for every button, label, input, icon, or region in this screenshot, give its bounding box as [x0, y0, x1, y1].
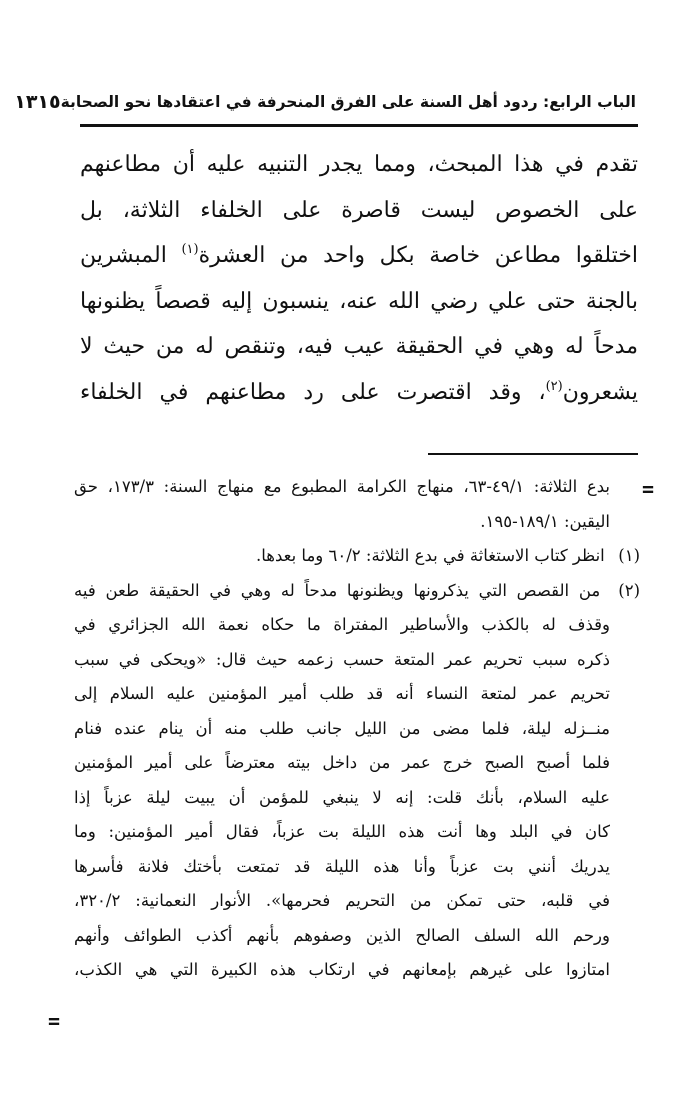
footnote-continued-line-2: اليقين: ١٨٩/١-١٩٥. [480, 511, 610, 531]
footnote-2-line-4: تحريم عمر لمتعة النساء أنه قد طلب أمير المؤمنين عليه السلام إلى [74, 684, 610, 703]
footnote-continued-line-1: بدع الثلاثة: ٤٩/١-٦٣، منهاج الكرامة المطبوع مع منهاج السنة: ١٧٣/٣، حق [74, 477, 610, 496]
footnote-2-line-6: فلما أصبح الصبح خرج عمر من داخل بيته معترضاً على أمير المؤمنين [74, 753, 610, 772]
page-number: ١٣١٥ [14, 91, 61, 113]
footnote-2-line-2: وقذف له بالكذب والأساطير المفتراة ما حكاه نعمة الله الجزائري في [74, 615, 610, 634]
footnote-1-text: انظر كتاب الاستغاثة في بدع الثلاثة: ٦٠/٢ وما بعدها. [256, 546, 605, 565]
continuation-mark-bottom: = [48, 1009, 61, 1033]
footnote-2-line-12: امتازوا على غيرهم بإمعانهم في ارتكاب هذه الكبيرة التي هي الكذب، [74, 960, 610, 979]
body-line-5: مدحاً له وهي في الحقيقة عيب فيه، وتنقص له من حيث لا [80, 334, 638, 359]
body-line-3-text: اختلقوا مطاعن خاصة بكل واحد من العشرة [198, 243, 638, 268]
footnotes [74, 470, 640, 988]
continuation-mark-top: = [642, 477, 655, 501]
footnote-2-line-3: ذكره سبب تحريم عمر المتعة حسب زعمه حيث قال: «ويحكى في سبب [74, 649, 610, 669]
footnote-2-line-10: في قلبه، حتى تمكن من التحريم فحرمها». الأنوار النعمانية: ٣٢٠/٢، [74, 891, 610, 910]
chapter-title: الباب الرابع: ردود أهل السنة على الفرق المنحرفة في اعتقادها نحو الصحابة [60, 93, 636, 111]
footnote-2-line-1-text: من القصص التي يذكرونها ويظنونها مدحاً له وهي في الحقيقة طعن فيه [74, 580, 601, 600]
body-line-1: تقدم في هذا المبحث، ومما يجدر التنبيه عليه أن مطاعنهم [80, 152, 638, 177]
body-line-3 [80, 233, 638, 279]
footnote-2-line-5: منــزله ليلة، فلما مضى من الليل جانب طلب منه أن ينام عنده فنام [74, 718, 610, 738]
header-rule [80, 124, 638, 127]
footnote-ref-2[interactable]: (٢) [545, 378, 563, 394]
footnote-2-line-1 [74, 574, 640, 609]
footnote-2-line-9: يدريك أنني بت عزباً وأنا هذه الليلة قد تمتعت بأختك فلانة فأسرها [74, 856, 610, 876]
footnote-1 [74, 539, 640, 574]
body-line-6-start: يشعرون [562, 379, 638, 405]
footnote-ref-1[interactable]: (١) [181, 242, 199, 257]
footnote-separator [428, 453, 638, 455]
footnote-2-line-11: ورحم الله السلف الصالح الذين وصفوهم بأنهم أكذب الطوائف وأنهم [74, 925, 610, 945]
footnote-2-line-8: كان في البلد وها أنت هذه الليلة بت عزباً، فقال أمير المؤمنين: وما [74, 822, 610, 841]
body-line-3-tail: المبشرين [80, 243, 167, 268]
running-header [14, 86, 636, 118]
body-line-6-rest: ، وقد اقتصرت على رد مطاعنهم في الخلفاء [80, 379, 546, 405]
main-text [80, 142, 638, 415]
body-line-2: على الخصوص ليست قاصرة على الخلفاء الثلاثة، بل [80, 197, 638, 223]
body-line-6 [80, 370, 638, 416]
body-line-4: بالجنة حتى علي رضي الله عنه، ينسبون إليه قصصاً يظنونها [80, 288, 638, 314]
footnote-2-number: (٢) [618, 580, 640, 600]
footnote-2-line-7: عليه السلام، بأنك قلت: إنه لا ينبغي للمؤمن أن يبيت ليلة عزباً إذا [74, 787, 610, 807]
footnote-1-number: (١) [618, 546, 640, 565]
